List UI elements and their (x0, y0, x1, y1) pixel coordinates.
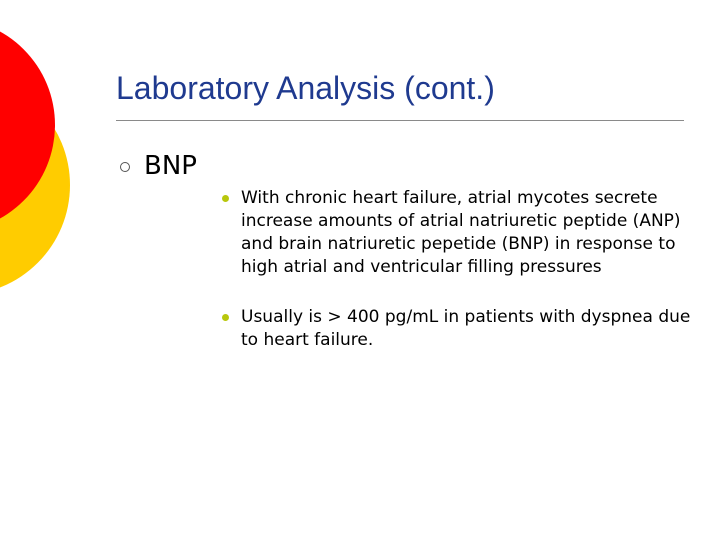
ring-bullet-icon (120, 162, 130, 172)
sub-bullet-2 (222, 306, 692, 352)
title-divider (116, 120, 684, 121)
sub-bullet-text: With chronic heart failure, atrial mycotes secrete increase amounts of atrial natriuretic peptide (ANP) and brain natriuretic pepetide (BNP) in response to high atrial and ventricular filling pressures (241, 188, 681, 277)
decorative-circles (0, 0, 120, 300)
bullet-label: BNP (144, 151, 197, 181)
dot-bullet-icon (222, 314, 229, 321)
bullet-bnp (120, 151, 197, 181)
sub-bullet-1 (222, 187, 692, 279)
slide-title: Laboratory Analysis (cont.) (116, 70, 495, 106)
sub-bullet-text: Usually is > 400 pg/mL in patients with dyspnea due to heart failure. (241, 307, 691, 350)
dot-bullet-icon (222, 195, 229, 202)
